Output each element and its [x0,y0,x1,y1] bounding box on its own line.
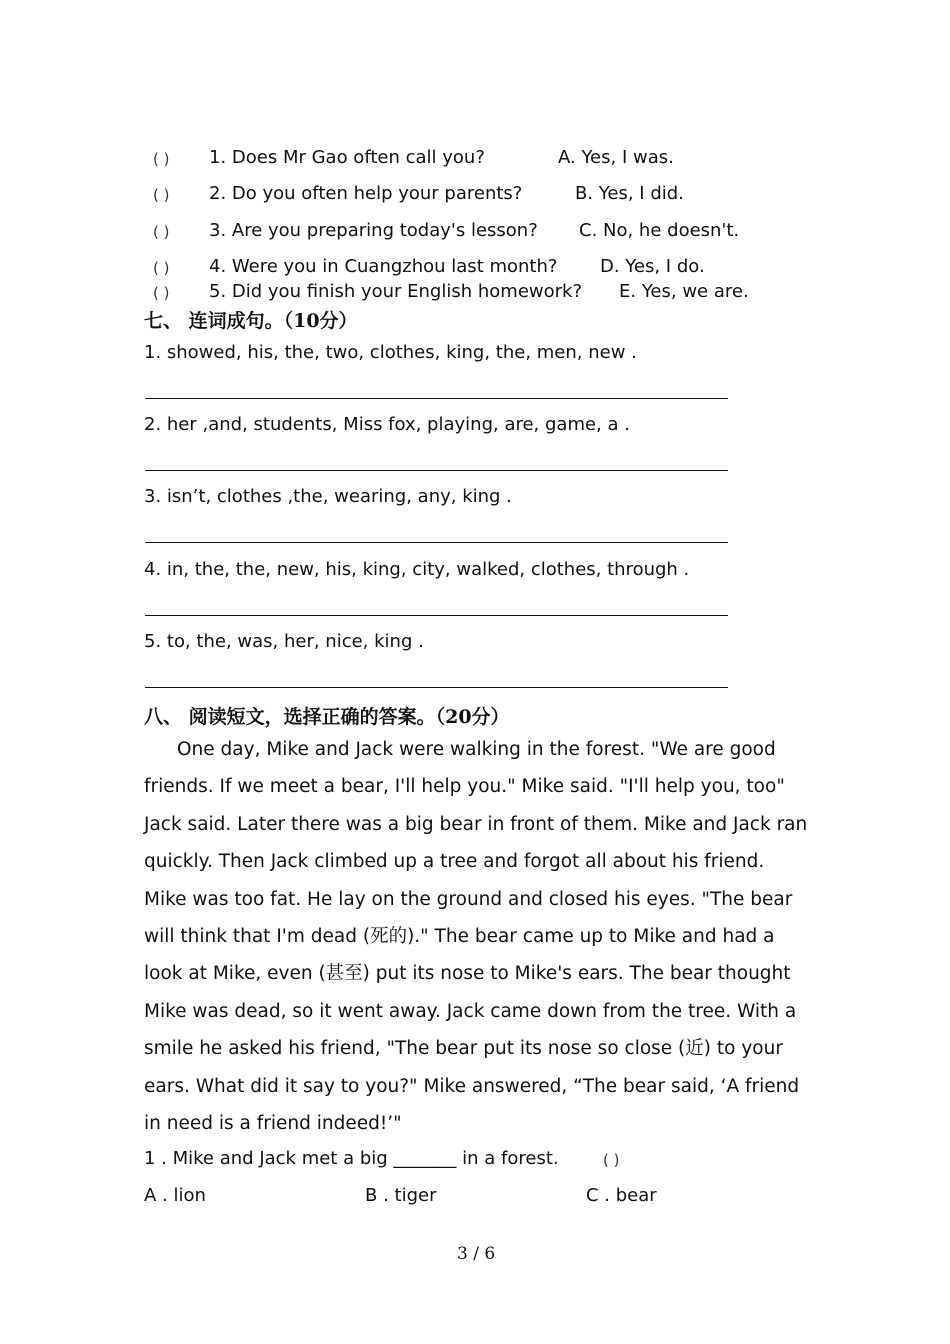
reading-passage [144,731,809,1142]
matching-answer: B. Yes, I did. [575,183,684,204]
answer-paren: ( ) [153,223,170,241]
matching-question: 1. Does Mr Gao often call you? [209,147,485,168]
answer-paren: ( ) [153,284,170,302]
sentence-item: 1. showed, his, the, two, clothes, king, the, men, new . [144,342,637,363]
option-a: A . lion [144,1185,206,1206]
sentence-item: 2. her ,and, students, Miss fox, playing, are, game, a . [144,414,630,435]
answer-line [145,615,728,616]
answer-line [145,687,728,688]
matching-answer: C. No, he doesn't. [579,220,740,241]
matching-answer: A. Yes, I was. [558,147,674,168]
answer-paren: ( ) [153,150,170,168]
matching-question: 3. Are you preparing today's lesson? [209,220,538,241]
matching-question: 5. Did you finish your English homework? [209,281,583,302]
section-eight-title: 八、 阅读短文，选择正确的答案。（20分） [144,706,510,728]
answer-paren: ( ) [153,259,170,277]
option-b: B . tiger [365,1185,437,1206]
sentence-item: 5. to, the, was, her, nice, king . [144,631,424,652]
answer-line [145,542,728,543]
option-c: C . bear [586,1185,657,1206]
answer-paren: ( ) [153,186,170,204]
sentence-item: 4. in, the, the, new, his, king, city, walked, clothes, through . [144,559,690,580]
answer-line [145,470,728,471]
sentence-item: 3. isn’t, clothes ,the, wearing, any, king . [144,486,512,507]
reading-question: 1 . Mike and Jack met a big _______ in a forest. [144,1148,559,1169]
matching-answer: E. Yes, we are. [619,281,749,302]
passage-text: One day, Mike and Jack were walking in the forest. "We are good friends. If we meet a bear, I'll help you." Mike said. "I'll help you, too" Jack said. Later there was a big bear in front of them. Mike and Jack ran quickly. Then Jack climbed up a tree and forgot all about his friend. Mike was too fat. He lay on the ground and closed his eyes. "The bear will think that I'm dead (死的)." The bear came up to Mike and had a look at Mike, even (甚至) put its nose to Mike's ears. The bear thought Mike was dead, so it went away. Jack came down from the tree. With a smile he asked his friend, "The bear put its nose so close (近) to your ears. What did it say to you?" Mike answered, “The bear said, ‘A friend in need is a friend indeed!’" [144,739,808,1135]
matching-answer: D. Yes, I do. [600,256,705,277]
section-seven-title: 七、 连词成句。（10分） [144,310,358,332]
page-number: 3 / 6 [457,1244,496,1264]
matching-question: 2. Do you often help your parents? [209,183,523,204]
answer-line [145,398,728,399]
answer-paren: ( ) [603,1151,620,1169]
matching-question: 4. Were you in Cuangzhou last month? [209,256,558,277]
